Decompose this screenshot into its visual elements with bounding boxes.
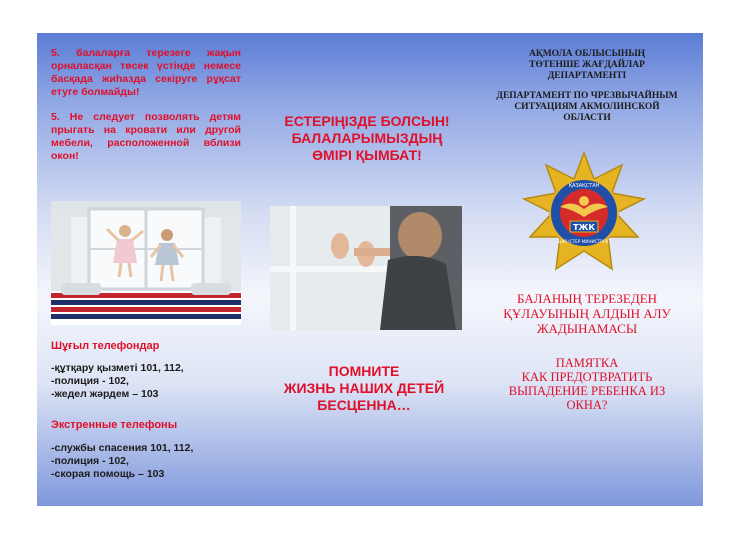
department-title-kz (492, 49, 682, 82)
memo-ru-line-4: ОКНА? (566, 398, 608, 412)
phones-heading-kz: Шұғыл телефондар (51, 340, 160, 352)
memo-title-kz (487, 291, 687, 336)
slogan-ru-line-3: БЕСЦЕННА… (317, 397, 411, 413)
svg-text:ҚАЗАҚСТАН: ҚАЗАҚСТАН (568, 183, 600, 189)
memo-kz-line-3: ЖАДЫНАМАСЫ (536, 321, 638, 336)
slogan-ru-line-1: ПОМНИТЕ (328, 363, 400, 379)
photo-children-jumping-on-bed (51, 201, 241, 325)
memo-kz-line-1: БАЛАНЫҢ ТЕРЕЗЕДЕН (516, 291, 658, 306)
svg-text:ІШКІ ІСТЕР МИНИСТРЛІГІ: ІШКІ ІСТЕР МИНИСТРЛІГІ (557, 239, 611, 244)
slogan-kz-line-3: ӨМІРІ ҚЫМБАТ! (312, 147, 422, 163)
dept-kz-line-2: ТӨТЕНШЕ ЖАҒДАЙЛАР (529, 60, 645, 70)
memo-ru-line-2: КАК ПРЕДОТВРАТИТЬ (521, 370, 653, 384)
phone-item-police-ru: -полиция - 102, (51, 455, 129, 467)
phones-list-kz (51, 362, 184, 401)
memo-kz-line-2: ҚҰЛАУЫНЫҢ АЛДЫН АЛУ (503, 306, 671, 321)
slogan-kz-line-1: ЕСТЕРІҢІЗДЕ БОЛСЫН! (284, 113, 450, 129)
svg-text:ТЖК: ТЖК (573, 223, 595, 232)
warning-paragraph-ru: 5. Не следует позволять детям прыгать на кровати или другой мебели, расположенной вблизи окон! (51, 111, 241, 162)
warning-paragraph-kz: 5. балаларға терезеге жақын орналасқан төсек үстінде немесе басқада жиһазда секіруге рұқсат етуге болмайды! (51, 47, 241, 98)
photo-child-at-window (270, 206, 462, 330)
dept-kz-line-1: АҚМОЛА ОБЛЫСЫНЫҢ (528, 49, 646, 59)
dept-ru-line-3: ОБЛАСТИ (563, 113, 611, 123)
phone-item-police-kz: -полиция - 102, (51, 375, 129, 387)
department-title-ru (492, 91, 682, 124)
memo-ru-line-1: ПАМЯТКА (555, 356, 619, 370)
left-panel (51, 47, 241, 175)
phone-item-ambulance-kz: -жедел жәрдем – 103 (51, 388, 159, 400)
phones-list-ru (51, 442, 193, 481)
dept-ru-line-2: СИТУАЦИЯМ АКМОЛИНСКОЙ (514, 102, 660, 112)
slogan-kz (262, 113, 472, 164)
slogan-ru-line-2: ЖИЗНЬ НАШИХ ДЕТЕЙ (283, 380, 445, 396)
brochure (37, 33, 703, 506)
emergency-service-emblem-icon (520, 151, 648, 279)
dept-ru-line-1: ДЕПАРТАМЕНТ ПО ЧРЕЗВЫЧАЙНЫМ (496, 91, 678, 101)
dept-kz-line-3: ДЕПАРТАМЕНТІ (547, 71, 627, 81)
phone-item-rescue-kz: -құтқару қызметі 101, 112, (51, 362, 184, 374)
slogan-ru (259, 363, 469, 414)
phone-item-rescue-ru: -службы спасения 101, 112, (51, 442, 194, 454)
slogan-kz-line-2: БАЛАЛАРЫМЫЗДЫҢ (291, 130, 443, 146)
phone-item-ambulance-ru: -скорая помощь – 103 (51, 468, 165, 480)
memo-ru-line-3: ВЫПАДЕНИЕ РЕБЕНКА ИЗ (508, 384, 666, 398)
memo-title-ru (487, 356, 687, 412)
phones-heading-ru: Экстренные телефоны (51, 419, 178, 431)
